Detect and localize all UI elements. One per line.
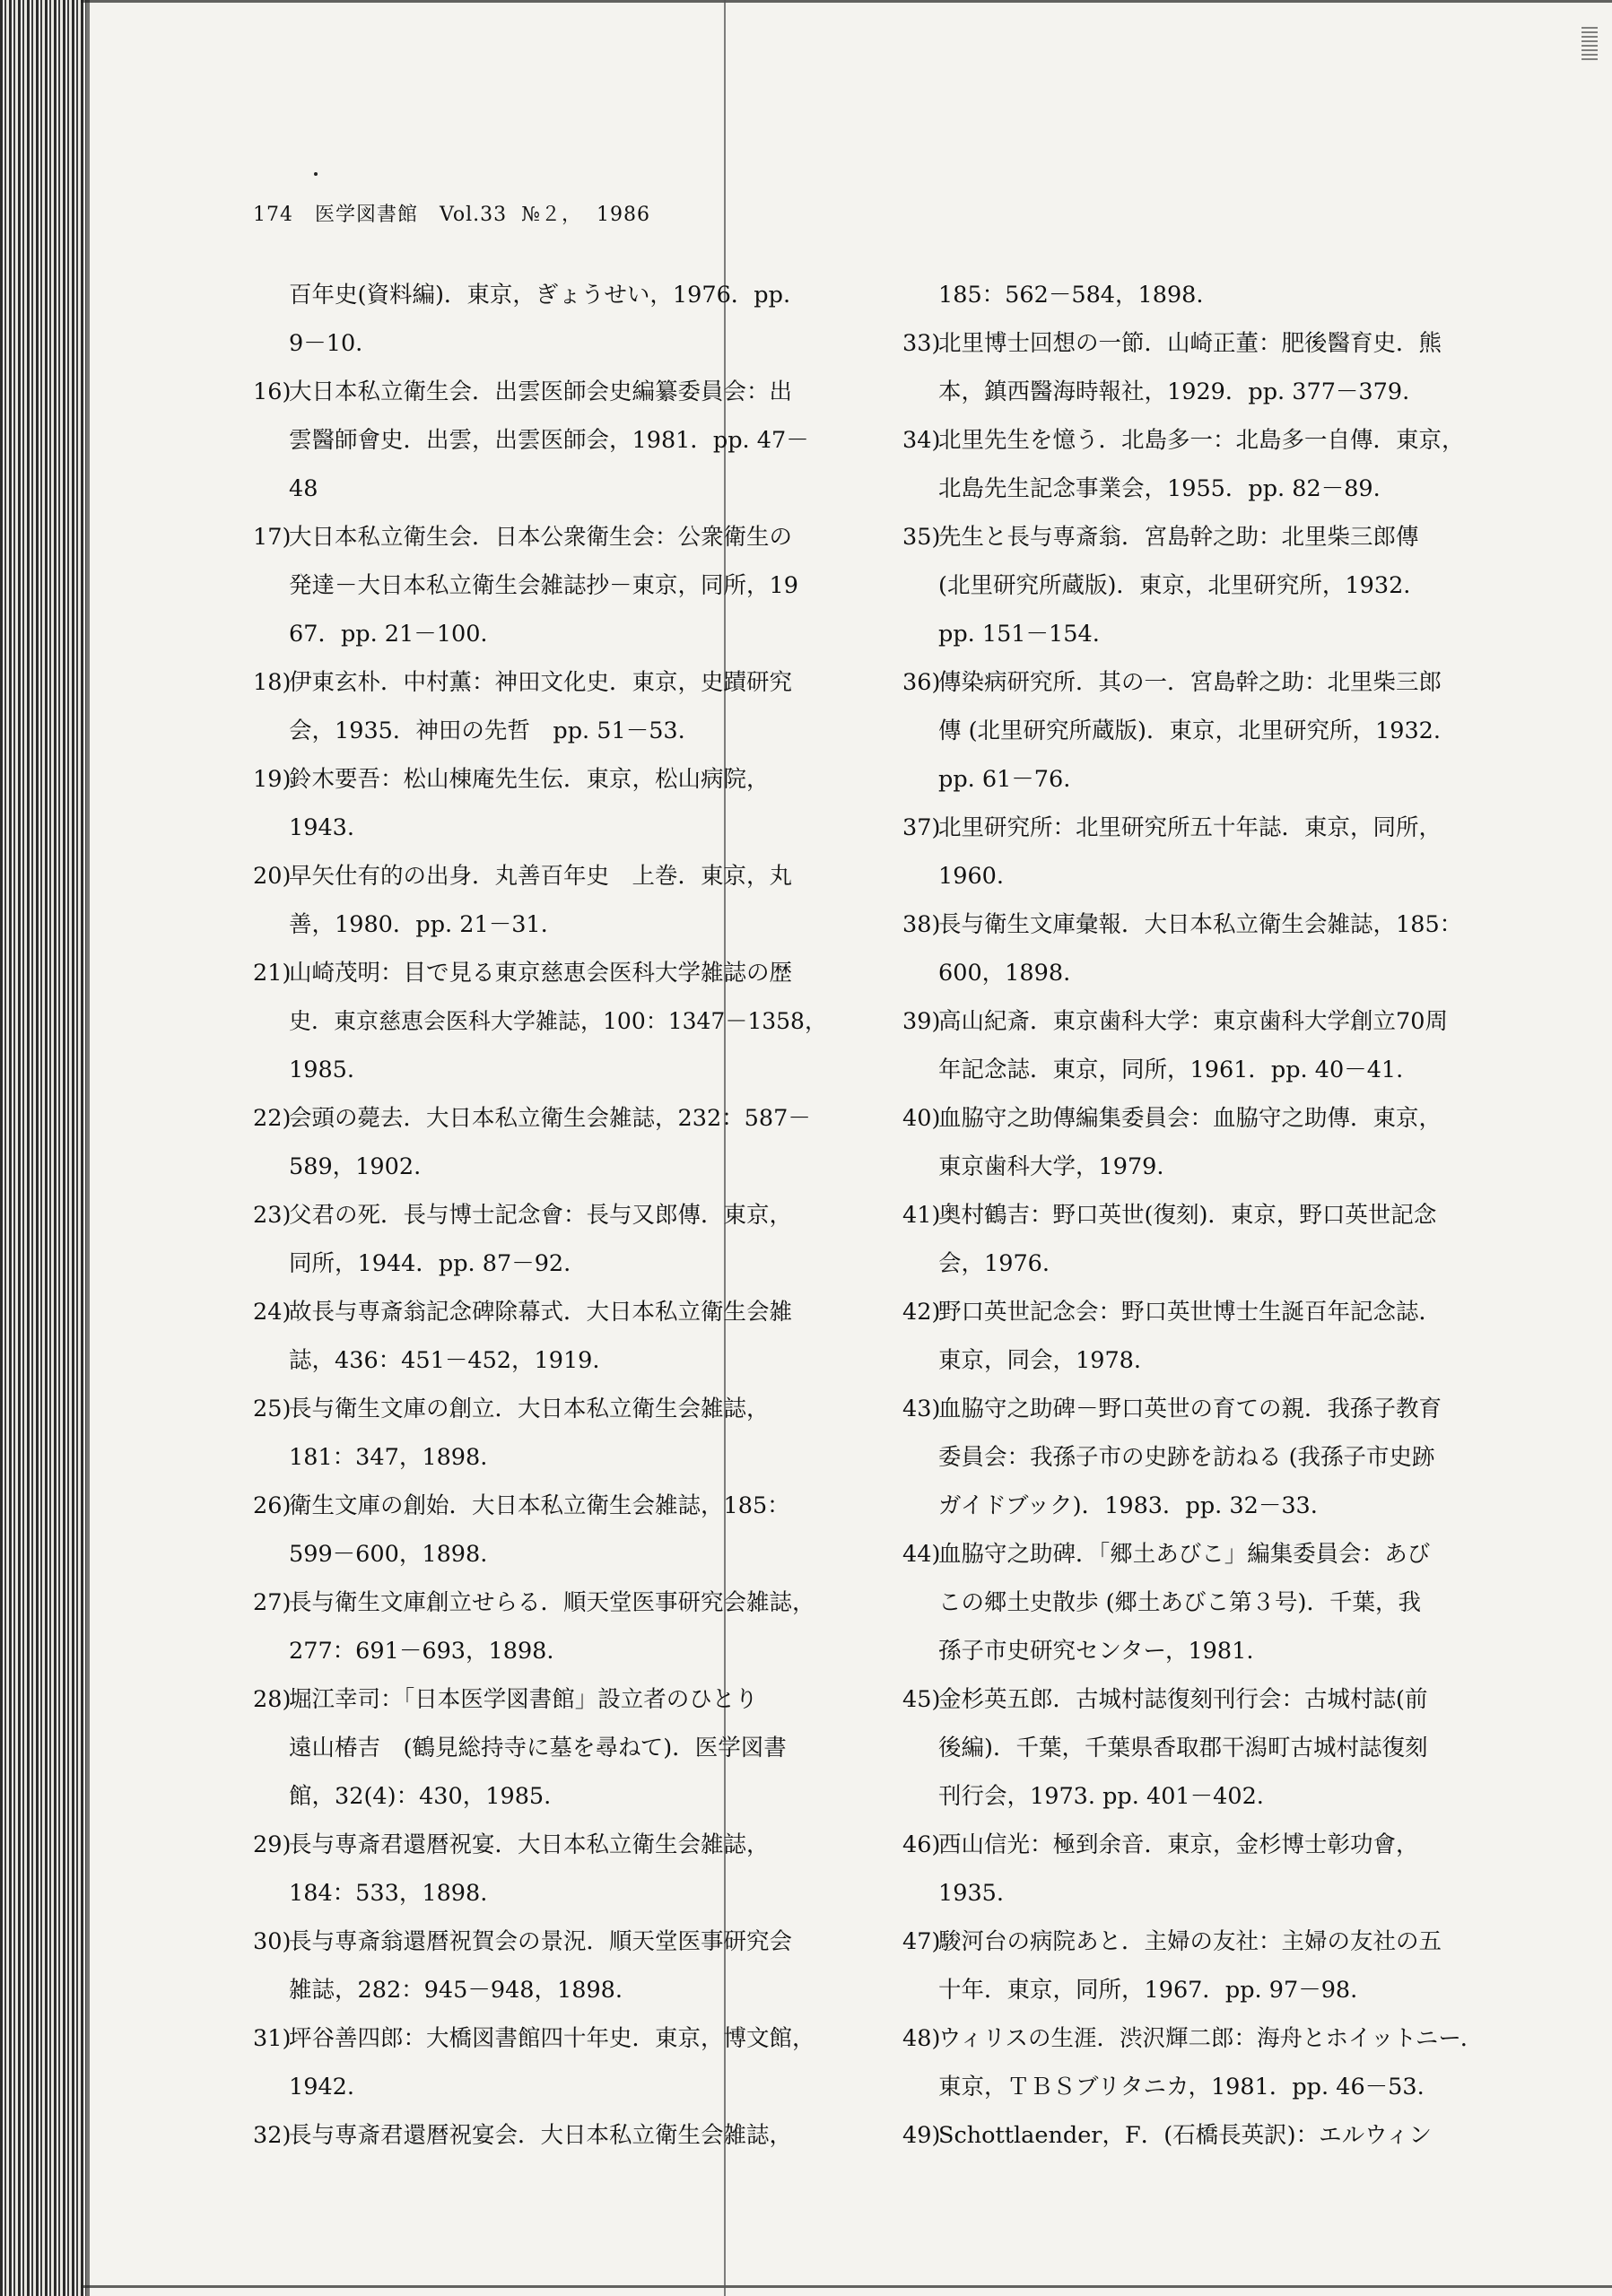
- reference-text: 長与専斎翁還暦祝賀会の景況．順天堂医事研究会: [289, 1928, 793, 1955]
- reference-text: 鈴木要吾：松山棟庵先生伝．東京，松山病院，: [289, 766, 770, 793]
- reference-text: pp. 61－76.: [938, 766, 1071, 793]
- reference-number: 38): [902, 911, 941, 938]
- reference-text: 会，1935．神田の先哲 pp. 51－53.: [289, 718, 685, 744]
- reference-number: 24): [253, 1299, 292, 1326]
- reference-text: 山崎茂明：目で見る東京慈恵会医科大学雑誌の歴: [289, 960, 793, 987]
- reference-line: [902, 1094, 1530, 1143]
- reference-line: [253, 1046, 827, 1094]
- reference-text: 奥村鶴吉：野口英世(復刻)．東京，野口英世記念: [938, 1202, 1437, 1229]
- reference-line: [902, 658, 1530, 707]
- reference-text: 百年史(資料編)．東京，ぎょうせい，1976．pp.: [289, 282, 791, 309]
- reference-number: 43): [902, 1396, 941, 1422]
- reference-text: 長与衛生文庫創立せらる．順天堂医事研究会雑誌，: [289, 1589, 815, 1616]
- reference-line: [253, 1772, 827, 1821]
- reference-text: 金杉英五郎．古城村誌復刻刊行会：古城村誌(前: [938, 1686, 1428, 1713]
- reference-text: 同所，1944．pp. 87－92.: [289, 1250, 571, 1277]
- reference-line: [902, 1288, 1530, 1336]
- reference-line: [902, 1433, 1530, 1482]
- reference-text: 大日本私立衛生会．日本公衆衛生会：公衆衛生の: [289, 524, 793, 551]
- reference-text: 年記念誌．東京，同所，1961．pp. 40－41.: [938, 1057, 1404, 1083]
- reference-line: [902, 1724, 1530, 1772]
- reference-number: 34): [902, 427, 941, 454]
- reference-text: 185：562－584，1898.: [938, 282, 1204, 309]
- reference-line: [253, 1627, 827, 1675]
- scan-noise-mark: [1582, 27, 1598, 63]
- reference-text: 早矢仕有的の出身．丸善百年史 上巻．東京，丸: [289, 863, 793, 890]
- reference-line: [253, 465, 827, 513]
- reference-line: [253, 1724, 827, 1772]
- reference-number: 20): [253, 863, 292, 890]
- reference-text: 48: [289, 475, 318, 502]
- reference-text: ウィリスの生涯．渋沢輝二郎：海舟とホイットニー．: [938, 2025, 1484, 2052]
- reference-number: 22): [253, 1105, 292, 1132]
- year: 1986: [596, 204, 650, 226]
- scan-top-edge: [81, 0, 1612, 3]
- reference-text: 孫子市史研究センター，1981.: [938, 1638, 1254, 1665]
- reference-text: 1985.: [289, 1057, 355, 1083]
- volume: Vol.33: [439, 204, 508, 226]
- reference-number: 27): [253, 1589, 292, 1616]
- reference-text: 館，32(4)：430，1985.: [289, 1783, 552, 1810]
- reference-line: [253, 1385, 827, 1433]
- reference-number: 33): [902, 330, 941, 357]
- reference-text: 会，1976.: [938, 1250, 1050, 1277]
- reference-text: 高山紀斎．東京歯科大学：東京歯科大学創立70周: [938, 1008, 1448, 1035]
- journal-title: 医学図書館: [314, 204, 418, 226]
- reference-line: [902, 1869, 1530, 1918]
- reference-line: [902, 1675, 1530, 1724]
- reference-text: 血脇守之助傳編集委員会：血脇守之助傳．東京，: [938, 1105, 1442, 1132]
- reference-number: 19): [253, 766, 292, 793]
- reference-line: [253, 949, 827, 997]
- reference-line: [253, 561, 827, 610]
- reference-line: [902, 1821, 1530, 1869]
- reference-line: [253, 658, 827, 707]
- reference-number: 21): [253, 960, 292, 987]
- reference-text: 東京歯科大学，1979.: [938, 1153, 1164, 1180]
- reference-number: 49): [902, 2122, 941, 2149]
- reference-text: 委員会：我孫子市の史跡を訪ねる (我孫子市史跡: [938, 1444, 1435, 1471]
- reference-number: 36): [902, 669, 941, 696]
- reference-line: [253, 1675, 827, 1724]
- reference-line: [253, 319, 827, 368]
- binding-shadow: [86, 0, 90, 2296]
- reference-number: 46): [902, 1831, 941, 1858]
- reference-text: 父君の死．長与博士記念會：長与又郎傳．東京，: [289, 1202, 793, 1229]
- reference-number: 18): [253, 669, 292, 696]
- reference-line: [253, 1143, 827, 1191]
- reference-number: 31): [253, 2025, 292, 2052]
- reference-line: [902, 610, 1530, 658]
- reference-line: [253, 1191, 827, 1239]
- reference-text: 遠山椿吉 (鶴見総持寺に墓を尋ねて)．医学図書: [289, 1735, 787, 1761]
- reference-line: [253, 2014, 827, 2063]
- reference-line: [253, 1336, 827, 1385]
- book-binding-edge: [0, 0, 86, 2296]
- reference-line: [902, 1191, 1530, 1239]
- issue: №２，: [521, 204, 582, 226]
- reference-column-left: [253, 271, 827, 2160]
- reference-line: [902, 1336, 1530, 1385]
- reference-text: 北里博士回想の一節．山崎正董：肥後醫育史．熊: [938, 330, 1442, 357]
- reference-text: 刊行会，1973. pp. 401－402.: [938, 1783, 1264, 1810]
- reference-text: 大日本私立衛生会．出雲医師会史編纂委員会：出: [289, 378, 793, 405]
- reference-text: 67．pp. 21－100.: [289, 621, 488, 648]
- reference-number: 47): [902, 1928, 941, 1955]
- reference-text: 北里先生を憶う．北島多一：北島多一自傳．東京，: [938, 427, 1465, 454]
- reference-line: [253, 2063, 827, 2111]
- reference-line: [253, 1918, 827, 1966]
- reference-line: [902, 2111, 1530, 2160]
- reference-number: 29): [253, 1831, 292, 1858]
- reference-line: [902, 319, 1530, 368]
- reference-number: 26): [253, 1492, 292, 1519]
- reference-line: [253, 368, 827, 416]
- reference-text: 長与専斎君還暦祝宴会．大日本私立衛生会雑誌，: [289, 2122, 793, 2149]
- reference-text: 発達－大日本私立衛生会雑誌抄－東京，同所，19: [289, 572, 798, 599]
- reference-text: 181：347，1898.: [289, 1444, 488, 1471]
- reference-line: [902, 2014, 1530, 2063]
- reference-text: 善，1980．pp. 21－31.: [289, 911, 548, 938]
- reference-number: 32): [253, 2122, 292, 2149]
- reference-number: 48): [902, 2025, 941, 2052]
- reference-text: 野口英世記念会：野口英世博士生誕百年記念誌．: [938, 1299, 1442, 1326]
- reference-line: [253, 900, 827, 949]
- reference-text: 長与衛生文庫彙報．大日本私立衛生会雑誌，185：: [938, 911, 1463, 938]
- reference-number: 42): [902, 1299, 941, 1326]
- reference-line: [902, 949, 1530, 997]
- reference-line: [902, 755, 1530, 804]
- reference-text: 600，1898.: [938, 960, 1071, 987]
- reference-line: [902, 465, 1530, 513]
- reference-line: [253, 1869, 827, 1918]
- reference-text: 誌，436：451－452，1919.: [289, 1347, 600, 1374]
- reference-text: Schottlaender，F．(石橋長英訳)：エルウィン: [938, 2122, 1433, 2149]
- reference-text: 長与専斎君還暦祝宴．大日本私立衛生会雑誌，: [289, 1831, 770, 1858]
- scan-speck: [314, 172, 318, 176]
- reference-number: 35): [902, 524, 941, 551]
- reference-line: [902, 997, 1530, 1046]
- reference-number: 45): [902, 1686, 941, 1713]
- reference-line: [253, 707, 827, 755]
- reference-line: [253, 1530, 827, 1578]
- reference-line: [902, 1627, 1530, 1675]
- reference-text: 史．東京慈恵会医科大学雑誌，100：1347－1358，: [289, 1008, 827, 1034]
- reference-line: [902, 2063, 1530, 2111]
- reference-line: [253, 852, 827, 900]
- reference-line: [902, 513, 1530, 561]
- reference-number: 30): [253, 1928, 292, 1955]
- reference-number: 23): [253, 1202, 292, 1229]
- reference-number: 44): [902, 1541, 941, 1568]
- reference-number: 40): [902, 1105, 941, 1132]
- reference-text: 先生と長与専斎翁．宮島幹之助：北里柴三郎傳: [938, 524, 1419, 551]
- reference-text: 西山信光：極到余音．東京，金杉博士彰功會，: [938, 1831, 1419, 1858]
- reference-line: [902, 1578, 1530, 1627]
- reference-line: [902, 852, 1530, 900]
- reference-line: [902, 368, 1530, 416]
- reference-line: [253, 271, 827, 319]
- reference-line: [253, 1578, 827, 1627]
- reference-text: ガイドブック)．1983．pp. 32－33.: [938, 1492, 1318, 1519]
- reference-text: (北里研究所蔵版)．東京，北里研究所，1932.: [938, 572, 1411, 599]
- reference-line: [902, 707, 1530, 755]
- reference-line: [253, 1433, 827, 1482]
- page-number: 174: [253, 204, 293, 226]
- reference-number: 25): [253, 1396, 292, 1422]
- reference-text: 十年．東京，同所，1967．pp. 97－98.: [938, 1977, 1358, 2004]
- reference-line: [253, 2111, 827, 2160]
- reference-text: 589，1902.: [289, 1153, 422, 1180]
- reference-line: [902, 1772, 1530, 1821]
- reference-line: [902, 1482, 1530, 1530]
- reference-text: 東京，同会，1978.: [938, 1347, 1142, 1374]
- reference-line: [902, 900, 1530, 949]
- reference-line: [253, 1239, 827, 1288]
- reference-line: [902, 271, 1530, 319]
- reference-line: [253, 997, 827, 1046]
- reference-number: 39): [902, 1008, 941, 1035]
- reference-text: 衛生文庫の創始．大日本私立衛生会雑誌，185：: [289, 1492, 790, 1519]
- reference-text: 傳 (北里研究所蔵版)．東京，北里研究所，1932.: [938, 718, 1442, 744]
- reference-line: [253, 755, 827, 804]
- reference-line: [902, 1046, 1530, 1094]
- reference-number: 17): [253, 524, 292, 551]
- scan-bottom-edge: [81, 2285, 1612, 2288]
- reference-line: [253, 610, 827, 658]
- reference-line: [253, 513, 827, 561]
- reference-text: 堀江幸司：「日本医学図書館」設立者のひとり: [289, 1686, 758, 1713]
- reference-line: [902, 1239, 1530, 1288]
- reference-text: 9－10.: [289, 330, 363, 357]
- reference-text: 坪谷善四郎：大橋図書館四十年史．東京，博文館，: [289, 2025, 815, 2052]
- reference-text: 雑誌，282：945－948，1898.: [289, 1977, 623, 2004]
- reference-line: [902, 804, 1530, 852]
- reference-text: pp. 151－154.: [938, 621, 1100, 648]
- reference-text: 血脇守之助碑．「郷土あびこ」編集委員会：あび: [938, 1541, 1431, 1568]
- reference-line: [902, 1966, 1530, 2014]
- reference-line: [253, 416, 827, 465]
- running-header: [253, 199, 650, 227]
- reference-line: [253, 804, 827, 852]
- reference-line: [253, 1966, 827, 2014]
- reference-text: 277：691－693，1898.: [289, 1638, 554, 1665]
- reference-text: 長与衛生文庫の創立．大日本私立衛生会雑誌，: [289, 1396, 770, 1422]
- reference-text: 駿河台の病院あと．主婦の友社：主婦の友社の五: [938, 1928, 1442, 1955]
- reference-text: 北里研究所：北里研究所五十年誌．東京，同所，: [938, 814, 1442, 841]
- reference-line: [253, 1094, 827, 1143]
- reference-number: 16): [253, 378, 292, 405]
- reference-line: [253, 1821, 827, 1869]
- reference-line: [902, 1530, 1530, 1578]
- reference-text: 本，鎮西醫海時報社，1929．pp. 377－379.: [938, 378, 1410, 405]
- reference-line: [253, 1288, 827, 1336]
- reference-line: [902, 416, 1530, 465]
- reference-line: [902, 1918, 1530, 1966]
- reference-text: 血脇守之助碑－野口英世の育ての親．我孫子教育: [938, 1396, 1442, 1422]
- reference-text: 東京，ＴＢＳブリタニカ，1981．pp. 46－53.: [938, 2074, 1425, 2100]
- reference-number: 41): [902, 1202, 941, 1229]
- reference-line: [902, 1385, 1530, 1433]
- reference-line: [253, 1482, 827, 1530]
- reference-text: 184：533，1898.: [289, 1880, 488, 1907]
- reference-text: 後編)．千葉，千葉県香取郡干潟町古城村誌復刻: [938, 1735, 1428, 1761]
- reference-text: 伊東玄朴．中村薫：神田文化史．東京，史蹟研究: [289, 669, 793, 696]
- reference-text: 1935.: [938, 1880, 1005, 1907]
- reference-text: 北島先生記念事業会，1955．pp. 82－89.: [938, 475, 1381, 502]
- reference-text: 1942.: [289, 2074, 355, 2100]
- reference-text: この郷土史散歩 (郷土あびこ第３号)．千葉，我: [938, 1589, 1422, 1616]
- reference-column-right: [902, 271, 1530, 2160]
- reference-line: [902, 561, 1530, 610]
- reference-text: 故長与専斎翁記念碑除幕式．大日本私立衛生会雑: [289, 1299, 793, 1326]
- reference-text: 1943.: [289, 814, 355, 841]
- reference-text: 1960.: [938, 863, 1005, 890]
- reference-text: 599－600，1898.: [289, 1541, 488, 1568]
- reference-text: 傳染病研究所．其の一．宮島幹之助：北里柴三郎: [938, 669, 1442, 696]
- reference-line: [902, 1143, 1530, 1191]
- reference-number: 37): [902, 814, 941, 841]
- reference-text: 雲醫師會史．出雲，出雲医師会，1981．pp. 47－: [289, 427, 809, 454]
- reference-text: 会頭の薨去．大日本私立衛生会雑誌，232：587－: [289, 1105, 811, 1132]
- reference-number: 28): [253, 1686, 292, 1713]
